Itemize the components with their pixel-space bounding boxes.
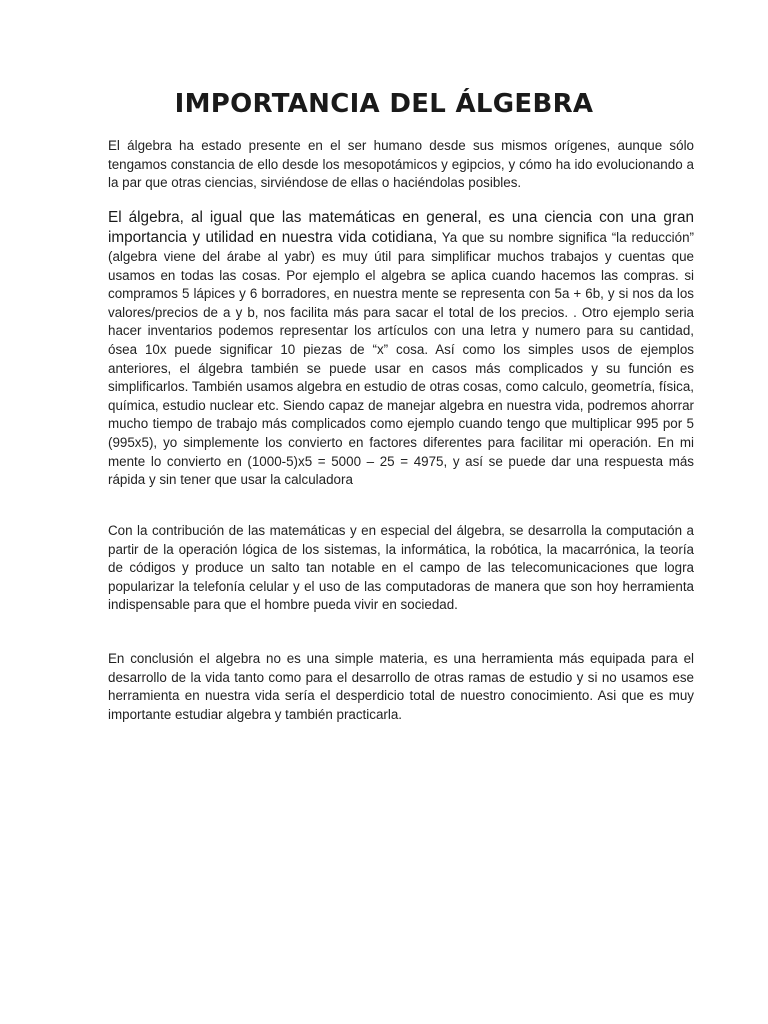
paragraph-conclusion: En conclusión el algebra no es una simple materia, es una herramienta más equipada para el desarrollo de la vida tanto como para el desarrollo de otras ramas de estudio y si no usamos ese herramienta en nuestra vida sería el desperdicio total de nuestro conocimiento. Asi que es muy importante estudiar algebra y también practicarla. (108, 651, 694, 722)
document-title: IMPORTANCIA DEL ÁLGEBRA (174, 89, 594, 119)
paragraph-importance (108, 208, 694, 490)
paragraph-computing: Con la contribución de las matemáticas y en especial del álgebra, se desarrolla la computación a partir de la operación lógica de los sistemas, la informática, la robótica, la macarrónica, la teoría de códigos y produce un salto tan notable en el campo de las telecomunicaciones que logra popularizar la telefonía celular y el uso de las computadoras de manera que son hoy herramienta indispensable para que el hombre pueda vivir en sociedad. (108, 523, 694, 613)
paragraph-importance-lead: El álgebra, al igual que las matemáticas en general, es una ciencia con una gran importancia y utilidad en nuestra vida cotidiana, (108, 209, 694, 246)
paragraph-intro: El álgebra ha estado presente en el ser humano desde sus mismos orígenes, aunque sólo tengamos constancia de ello desde los mesopotámicos y egipcios, y cómo ha ido evolucionando a la par que otras ciencias, sirviéndose de ellas o haciéndolas posibles. (108, 138, 694, 191)
paragraph-importance-body: Ya que su nombre significa “la reducción” (algebra viene del árabe al yabr) es muy útil para simplificar muchos trabajos y cuentas que usamos en todas las cosas. Por ejemplo el algebra se aplica cuando hacemos las compras. si compramos 5 lápices y 6 borradores, en nuestra mente se representa con 5a + 6b, y si nos da los valores/precios de a y b, nos facilita más para sacar el total de los precios. . Otro ejemplo seria hacer inventarios podemos representar los artículos con una letra y numero para su cantidad, ósea 10x puede significar 10 piezas de “x” cosa. Así como los simples usos de ejemplos anteriores, el álgebra también se puede usar en casos más complicados y su función es simplificarlos. También usamos algebra en estudio de otras cosas, como calculo, geometría, física, química, estudio nuclear etc. Siendo capaz de manejar algebra en nuestra vida, podremos ahorrar mucho tiempo de trabajo más complicados como ejemplo cuando tengo que multiplicar 995 por 5 (995x5), yo simplemente los convierto en factores diferentes para facilitar mi operación. En mi mente lo convierto en (1000-5)x5 = 5000 – 25 = 4975, y así se puede dar una respuesta más rápida y sin tener que usar la calculadora (108, 230, 694, 488)
